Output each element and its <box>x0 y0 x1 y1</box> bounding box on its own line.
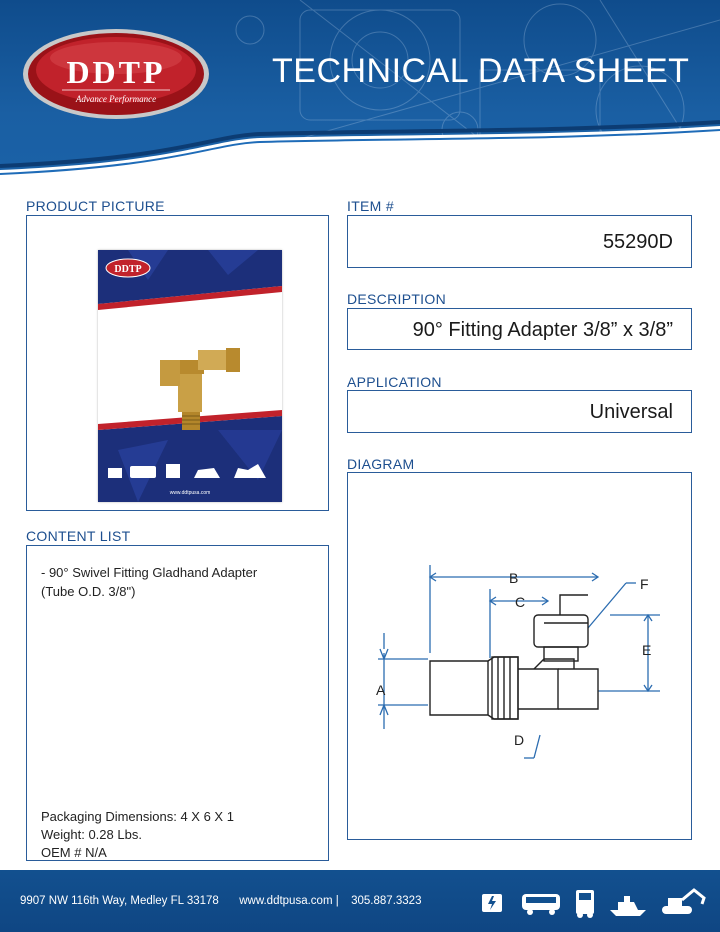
ddtp-logo <box>22 28 210 120</box>
packaging-dimensions: Packaging Dimensions: 4 X 6 X 1 <box>41 809 234 824</box>
footer-contact <box>20 895 421 907</box>
description-label: DESCRIPTION <box>347 291 446 307</box>
footer-phone: 305.887.3323 <box>351 895 422 907</box>
content-line-2: (Tube O.D. 3/8") <box>41 584 136 599</box>
application-label: APPLICATION <box>347 374 442 390</box>
product-package <box>98 250 282 502</box>
oem-number: OEM # N/A <box>41 845 107 860</box>
weight: Weight: 0.28 Lbs. <box>41 827 142 842</box>
generator-icon <box>482 894 502 912</box>
content-list-box <box>26 545 329 861</box>
footer-address: 9907 NW 116th Way, Medley FL 33178 <box>20 895 219 907</box>
package-url: www.ddtpusa.com <box>169 490 211 496</box>
footer-bar <box>0 870 720 932</box>
footer-vehicle-icons <box>478 884 708 922</box>
item-number-box <box>347 215 692 268</box>
package-brand-text: DDTP <box>114 264 142 275</box>
header-banner <box>0 0 720 190</box>
logo-tagline: Advance Performance <box>75 94 157 104</box>
description-box <box>347 308 692 350</box>
excavator-icon <box>662 890 704 914</box>
content-line-1: - 90° Swivel Fitting Gladhand Adapter <box>41 565 258 580</box>
boat-icon <box>610 896 646 916</box>
item-number: 55290D <box>602 231 673 253</box>
diagram-label-e: E <box>642 642 652 658</box>
truck-icon <box>576 890 594 918</box>
fitting-diagram <box>348 473 691 839</box>
description-value: 90° Fitting Adapter 3/8” x 3/8” <box>412 319 673 341</box>
diagram-label-d: D <box>514 732 525 748</box>
header-wave <box>0 120 720 190</box>
package-artwork <box>98 250 282 502</box>
product-picture-label: PRODUCT PICTURE <box>26 198 165 214</box>
page-title: TECHNICAL DATA SHEET <box>272 52 690 90</box>
item-label: ITEM # <box>347 198 394 214</box>
content-list-label: CONTENT LIST <box>26 528 131 544</box>
logo-text: DDTP <box>66 54 166 90</box>
diagram-label-a: A <box>376 682 386 698</box>
product-picture-box <box>26 215 329 511</box>
bus-icon <box>522 894 560 915</box>
diagram-label: DIAGRAM <box>347 456 415 472</box>
footer-website[interactable]: www.ddtpusa.com | <box>239 895 339 907</box>
diagram-label-f: F <box>640 576 649 592</box>
diagram-label-c: C <box>515 594 526 610</box>
diagram-box <box>347 472 692 840</box>
diagram-label-b: B <box>509 570 519 586</box>
application-value: Universal <box>589 401 673 423</box>
application-box <box>347 390 692 433</box>
